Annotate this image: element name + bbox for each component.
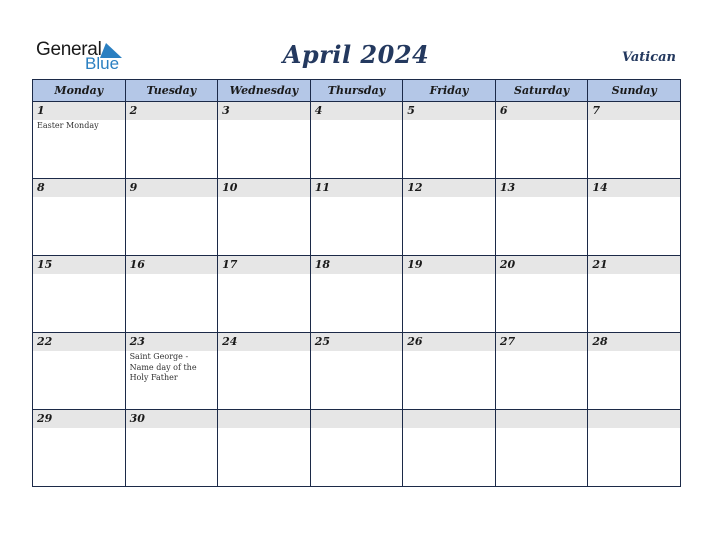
day-cell — [588, 102, 681, 179]
day-cell — [495, 333, 588, 410]
day-number: 26 — [403, 333, 495, 351]
weekday-header: Thursday — [310, 80, 403, 102]
day-cell — [310, 179, 403, 256]
day-cell — [33, 179, 126, 256]
day-cell — [310, 256, 403, 333]
day-number — [218, 410, 310, 428]
day-number: 3 — [218, 102, 310, 120]
day-number: 20 — [496, 256, 588, 274]
day-number: 25 — [311, 333, 403, 351]
day-cell — [33, 256, 126, 333]
day-number: 17 — [218, 256, 310, 274]
day-cell — [218, 256, 311, 333]
day-cell — [218, 179, 311, 256]
country-label: Vatican — [621, 50, 676, 65]
day-number: 6 — [496, 102, 588, 120]
day-cell — [495, 256, 588, 333]
day-cell — [403, 256, 496, 333]
calendar-week-row — [33, 333, 681, 410]
weekday-header-row — [33, 80, 681, 102]
day-cell — [33, 333, 126, 410]
day-number: 22 — [33, 333, 125, 351]
weekday-header: Wednesday — [218, 80, 311, 102]
day-cell — [218, 410, 311, 487]
day-cell — [588, 256, 681, 333]
day-cell — [125, 256, 218, 333]
calendar-grid — [32, 79, 681, 487]
calendar-week-row — [33, 256, 681, 333]
day-number: 29 — [33, 410, 125, 428]
day-cell — [33, 102, 126, 179]
day-number: 1 — [33, 102, 125, 120]
day-number: 13 — [496, 179, 588, 197]
day-number: 8 — [33, 179, 125, 197]
day-number: 2 — [126, 102, 218, 120]
day-number: 19 — [403, 256, 495, 274]
day-cell — [588, 179, 681, 256]
weekday-header: Friday — [403, 80, 496, 102]
day-number: 5 — [403, 102, 495, 120]
day-number: 16 — [126, 256, 218, 274]
day-cell — [310, 333, 403, 410]
weekday-header: Saturday — [495, 80, 588, 102]
day-number: 4 — [311, 102, 403, 120]
day-number: 18 — [311, 256, 403, 274]
day-number: 7 — [588, 102, 680, 120]
weekday-header: Tuesday — [125, 80, 218, 102]
day-cell — [33, 410, 126, 487]
day-cell — [588, 410, 681, 487]
day-cell — [495, 179, 588, 256]
day-cell — [495, 102, 588, 179]
day-cell — [403, 333, 496, 410]
day-cell — [495, 410, 588, 487]
holiday-label: Easter Monday — [37, 121, 99, 130]
day-cell — [125, 179, 218, 256]
day-cell — [403, 102, 496, 179]
day-number: 14 — [588, 179, 680, 197]
day-cell — [125, 333, 218, 410]
day-number — [311, 410, 403, 428]
day-number — [588, 410, 680, 428]
weekday-header: Sunday — [588, 80, 681, 102]
day-cell — [588, 333, 681, 410]
day-cell — [125, 102, 218, 179]
day-number: 10 — [218, 179, 310, 197]
day-cell — [403, 410, 496, 487]
day-cell — [403, 179, 496, 256]
day-number: 24 — [218, 333, 310, 351]
day-cell — [310, 410, 403, 487]
day-number: 23 — [126, 333, 218, 351]
day-number: 9 — [126, 179, 218, 197]
day-number — [496, 410, 588, 428]
logo-word-blue: Blue — [85, 54, 120, 73]
day-number: 11 — [311, 179, 403, 197]
day-cell — [218, 102, 311, 179]
day-number: 12 — [403, 179, 495, 197]
day-cell — [218, 333, 311, 410]
calendar-week-row — [33, 179, 681, 256]
day-cell — [310, 102, 403, 179]
day-cell — [125, 410, 218, 487]
day-number: 21 — [588, 256, 680, 274]
calendar-title: April 2024 — [282, 40, 430, 69]
day-number — [403, 410, 495, 428]
calendar-week-row — [33, 410, 681, 487]
logo-word-general: General — [36, 39, 102, 60]
weekday-header: Monday — [33, 80, 126, 102]
holiday-label: Saint George - Name day of the Holy Father — [129, 352, 197, 382]
day-number: 27 — [496, 333, 588, 351]
day-number: 15 — [33, 256, 125, 274]
day-number: 28 — [588, 333, 680, 351]
calendar-week-row — [33, 102, 681, 179]
day-number: 30 — [126, 410, 218, 428]
